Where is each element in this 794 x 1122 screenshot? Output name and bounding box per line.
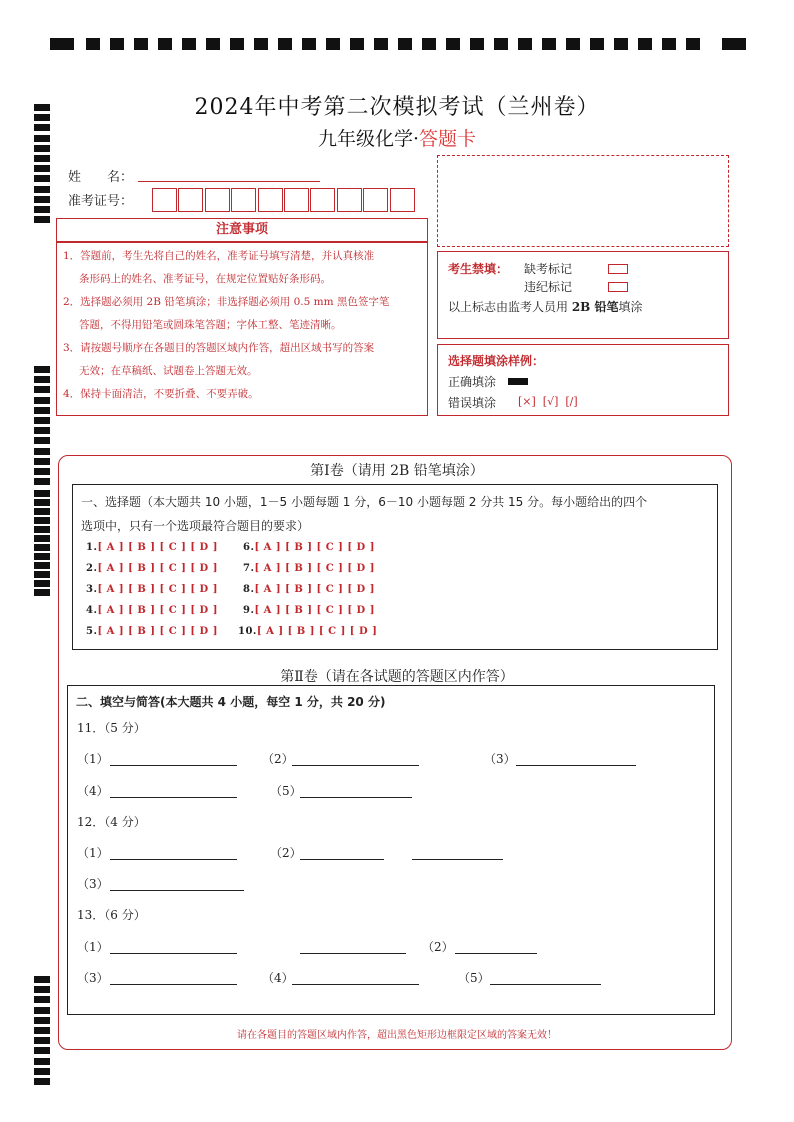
notice-line-6: 无效；在草稿纸、试题卷上答题无效。 <box>79 365 258 377</box>
choice-question[interactable] <box>243 605 375 616</box>
timing-mark <box>446 38 460 50</box>
timing-mark <box>34 589 50 596</box>
choice-question[interactable] <box>86 542 218 553</box>
timing-mark <box>254 38 268 50</box>
timing-mark <box>34 155 50 162</box>
choice-question[interactable] <box>86 563 218 574</box>
timing-mark <box>34 544 50 551</box>
timing-mark <box>34 1078 50 1085</box>
exam-number-digit-box[interactable] <box>205 188 230 212</box>
part2-heading: 二、填空与简答(本大题共 4 小题，每空 1 分，共 20 分) <box>76 695 386 709</box>
notice-line-3: 2．选择题必须用 2B 铅笔填涂；非选择题必须用 0.5 mm 黑色签字笔 <box>63 296 390 308</box>
choice-number: 5. <box>86 626 98 637</box>
exam-number-digit-box[interactable] <box>310 188 335 212</box>
notice-line-7: 4．保持卡面清洁，不要折叠、不要弄破。 <box>63 388 259 400</box>
timing-mark <box>722 38 746 50</box>
q12-label-3: （3） <box>77 877 109 891</box>
q11-blank-4[interactable] <box>110 796 237 798</box>
timing-mark <box>34 175 50 182</box>
timing-mark <box>34 986 50 993</box>
timing-mark <box>34 1047 50 1054</box>
exam-number-label: 准考证号： <box>68 194 134 209</box>
timing-mark <box>34 397 50 404</box>
exam-number-digit-box[interactable] <box>258 188 283 212</box>
q13-label-5: （5） <box>458 971 490 985</box>
forbidden-label: 考生禁填： <box>448 262 509 276</box>
q11-blank-1[interactable] <box>110 764 237 766</box>
notice-body <box>56 242 428 416</box>
timing-mark <box>686 38 700 50</box>
wrong-fill-samples: [×] [√] [/] <box>518 395 578 408</box>
exam-number-digit-box[interactable] <box>390 188 415 212</box>
choice-options[interactable]: [ A ] [ B ] [ C ] [ D ] <box>254 605 375 616</box>
timing-mark <box>86 38 100 50</box>
timing-mark <box>34 996 50 1003</box>
sample-title: 选择题填涂样例： <box>448 354 545 368</box>
q13-blank-1b[interactable] <box>300 952 406 954</box>
name-input[interactable] <box>138 180 320 182</box>
choice-number: 3. <box>86 584 98 595</box>
timing-mark <box>34 571 50 578</box>
exam-subtitle <box>0 124 794 151</box>
q11-label-4: （4） <box>77 784 109 798</box>
timing-mark <box>374 38 388 50</box>
q12-blank-1[interactable] <box>110 858 237 860</box>
q13-blank-4[interactable] <box>292 983 419 985</box>
choice-question[interactable] <box>86 626 218 637</box>
forbidden-note-post: 填涂 <box>618 300 643 314</box>
forbidden-box <box>437 251 729 339</box>
choice-question[interactable] <box>86 605 218 616</box>
choice-options[interactable]: [ A ] [ B ] [ C ] [ D ] <box>256 626 378 637</box>
part2-title: 第Ⅱ卷（请在各试题的答题区内作答） <box>280 669 514 685</box>
choice-number: 10. <box>238 626 257 637</box>
timing-mark <box>50 38 74 50</box>
timing-mark <box>34 407 50 414</box>
wrong-fill-label: 错误填涂 <box>448 396 497 410</box>
timing-mark <box>398 38 412 50</box>
forbidden-note-bold: 2B 铅笔 <box>571 300 619 314</box>
notice-heading: 注意事项 <box>56 218 428 242</box>
timing-mark <box>34 517 50 524</box>
timing-mark <box>662 38 676 50</box>
q11-blank-5[interactable] <box>300 796 412 798</box>
timing-mark <box>182 38 196 50</box>
timing-mark <box>34 216 50 223</box>
q13-label-2: （2） <box>422 940 454 954</box>
choice-question[interactable] <box>243 542 375 553</box>
q12-blank-2a[interactable] <box>300 858 384 860</box>
choice-options[interactable]: [ A ] [ B ] [ C ] [ D ] <box>97 626 218 637</box>
notice-line-5: 3．请按题号顺序在各题目的答题区域内作答，超出区域书写的答案 <box>63 342 375 354</box>
choice-options[interactable]: [ A ] [ B ] [ C ] [ D ] <box>97 584 218 595</box>
choice-question[interactable] <box>238 626 377 637</box>
question-13-title: 13．（6 分） <box>77 908 146 922</box>
q13-label-1: （1） <box>77 940 109 954</box>
part2-box <box>67 685 715 1015</box>
timing-mark <box>34 417 50 424</box>
timing-mark <box>34 448 50 455</box>
q12-blank-3[interactable] <box>110 889 244 891</box>
timing-mark <box>34 1058 50 1065</box>
timing-mark <box>34 427 50 434</box>
q12-label-2: （2） <box>270 846 302 860</box>
choice-options[interactable]: [ A ] [ B ] [ C ] [ D ] <box>254 584 375 595</box>
choice-number: 2. <box>86 563 98 574</box>
choice-number: 8. <box>243 584 255 595</box>
timing-mark <box>34 976 50 983</box>
subtitle-accent: 答题卡 <box>419 128 477 150</box>
timing-mark <box>34 562 50 569</box>
timing-mark <box>518 38 532 50</box>
timing-mark <box>614 38 628 50</box>
exam-number-digit-box[interactable] <box>231 188 256 212</box>
timing-mark <box>34 508 50 515</box>
timing-mark <box>470 38 484 50</box>
timing-mark <box>110 38 124 50</box>
timing-mark <box>542 38 556 50</box>
q13-label-3: （3） <box>77 971 109 985</box>
timing-mark <box>34 186 50 193</box>
correct-fill-label: 正确填涂 <box>448 375 497 389</box>
timing-mark <box>34 1007 50 1014</box>
timing-mark <box>230 38 244 50</box>
q11-blank-2[interactable] <box>292 764 419 766</box>
question-11-title: 11．（5 分） <box>77 721 146 735</box>
timing-marks-top <box>50 38 746 50</box>
exam-number-digit-box[interactable] <box>178 188 203 212</box>
choice-number: 6. <box>243 542 255 553</box>
q12-label-1: （1） <box>77 846 109 860</box>
choice-options[interactable]: [ A ] [ B ] [ C ] [ D ] <box>97 605 218 616</box>
correct-fill-sample <box>508 378 528 385</box>
timing-mark <box>278 38 292 50</box>
violation-mark-box[interactable] <box>608 282 628 292</box>
forbidden-note <box>448 298 643 315</box>
notice-line-2: 条形码上的姓名、准考证号，在规定位置贴好条形码。 <box>79 273 331 285</box>
choice-question[interactable] <box>86 584 218 595</box>
barcode-area <box>437 155 729 247</box>
q13-blank-3[interactable] <box>110 983 237 985</box>
choice-number: 4. <box>86 605 98 616</box>
timing-mark <box>134 38 148 50</box>
timing-mark <box>638 38 652 50</box>
absent-mark-box[interactable] <box>608 264 628 274</box>
exam-title: 2024年中考第二次模拟考试（兰州卷） <box>194 95 600 120</box>
choice-options[interactable]: [ A ] [ B ] [ C ] [ D ] <box>97 563 218 574</box>
exam-number-digit-box[interactable] <box>152 188 177 212</box>
timing-mark <box>34 206 50 213</box>
footer-warning: 请在各题目的答题区域内作答，超出黑色矩形边框限定区域的答案无效！ <box>237 1030 557 1041</box>
violation-label: 违纪标记 <box>524 280 573 294</box>
q13-blank-5[interactable] <box>490 983 601 985</box>
timing-mark <box>350 38 364 50</box>
q13-label-4: （4） <box>262 971 294 985</box>
timing-mark <box>34 437 50 444</box>
timing-mark <box>34 376 50 383</box>
part1-title: 第Ⅰ卷（请用 2B 铅笔填涂） <box>310 463 484 479</box>
subtitle-main: 九年级化学· <box>317 128 420 150</box>
q13-blank-1a[interactable] <box>110 952 237 954</box>
q12-blank-2b[interactable] <box>412 858 503 860</box>
choice-number: 1. <box>86 542 98 553</box>
name-label: 姓 名： <box>68 170 134 185</box>
q11-blank-3[interactable] <box>516 764 636 766</box>
timing-mark <box>34 553 50 560</box>
sample-box <box>437 344 729 416</box>
choice-question[interactable] <box>243 563 375 574</box>
timing-mark <box>326 38 340 50</box>
timing-mark <box>158 38 172 50</box>
choice-number: 9. <box>243 605 255 616</box>
timing-mark <box>590 38 604 50</box>
timing-mark <box>34 1068 50 1075</box>
timing-mark <box>34 526 50 533</box>
timing-mark <box>34 1017 50 1024</box>
timing-mark <box>34 490 50 497</box>
notice-line-1: 1．答题前，考生先将自己的姓名，准考证号填写清楚，并认真核准 <box>63 250 375 262</box>
choice-options[interactable]: [ A ] [ B ] [ C ] [ D ] <box>254 563 375 574</box>
choice-number: 7. <box>243 563 255 574</box>
absent-label: 缺考标记 <box>524 262 573 276</box>
q11-label-3: （3） <box>484 752 516 766</box>
q11-label-5: （5） <box>270 784 302 798</box>
timing-mark <box>494 38 508 50</box>
choice-question[interactable] <box>243 584 375 595</box>
timing-mark <box>206 38 220 50</box>
timing-mark <box>566 38 580 50</box>
exam-number-digit-box[interactable] <box>363 188 388 212</box>
part1-instructions-2: 选项中，只有一个选项最符合题目的要求） <box>81 519 310 533</box>
timing-mark <box>34 196 50 203</box>
timing-mark <box>34 386 50 393</box>
timing-mark <box>422 38 436 50</box>
choice-options[interactable]: [ A ] [ B ] [ C ] [ D ] <box>254 542 375 553</box>
timing-mark <box>302 38 316 50</box>
timing-mark <box>34 366 50 373</box>
timing-mark <box>34 499 50 506</box>
choice-options[interactable]: [ A ] [ B ] [ C ] [ D ] <box>97 542 218 553</box>
q11-label-2: （2） <box>262 752 294 766</box>
q13-blank-2[interactable] <box>455 952 537 954</box>
timing-mark <box>34 580 50 587</box>
exam-number-digit-box[interactable] <box>337 188 362 212</box>
notice-line-4: 答题，不得用铅笔或圆珠笔答题；字体工整、笔迹清晰。 <box>79 319 342 331</box>
part1-instructions-1: 一、选择题（本大题共 10 小题，1－5 小题每题 1 分，6－10 小题每题 2 分共 15 分。每小题给出的四个 <box>81 495 648 509</box>
timing-mark <box>34 165 50 172</box>
q11-label-1: （1） <box>77 752 109 766</box>
timing-mark <box>34 535 50 542</box>
question-12-title: 12．（4 分） <box>77 815 146 829</box>
forbidden-note-pre: 以上标志由监考人员用 <box>448 300 572 314</box>
exam-number-digit-box[interactable] <box>284 188 309 212</box>
